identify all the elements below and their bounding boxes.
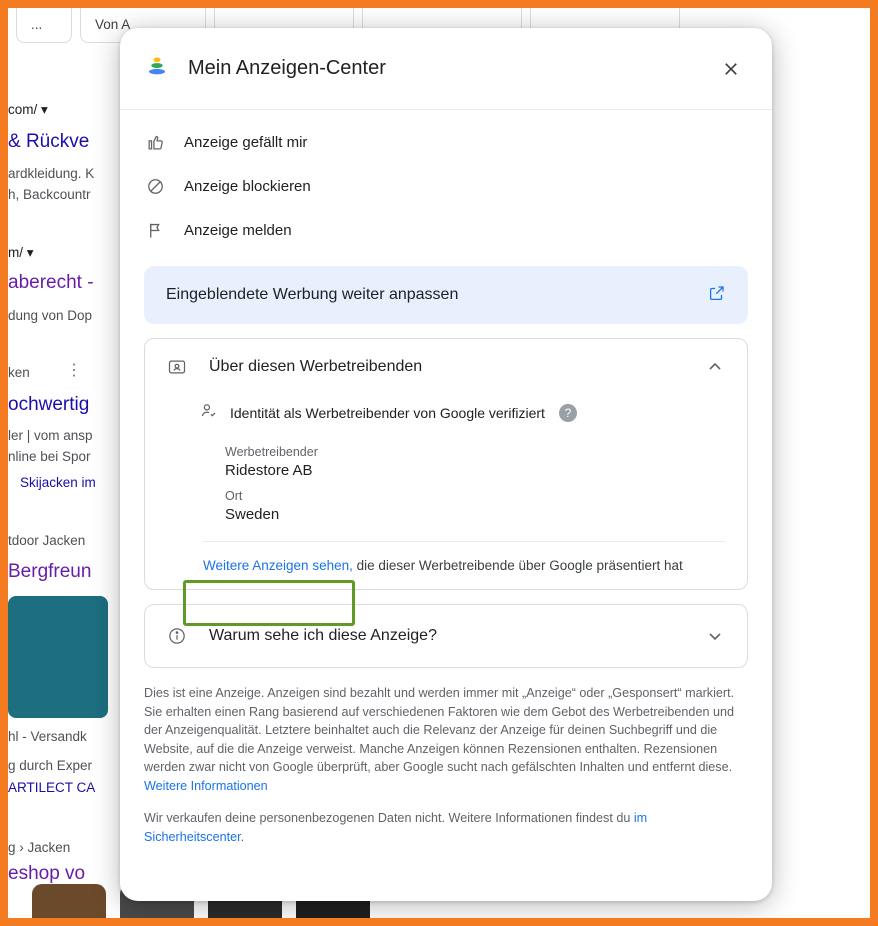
why-this-ad-title: Warum sehe ich diese Anzeige? bbox=[209, 627, 437, 644]
result-description: ler | vom ansp bbox=[8, 428, 93, 443]
result-description: g durch Exper bbox=[8, 758, 93, 773]
block-ad-button[interactable] bbox=[144, 164, 748, 208]
verified-person-icon bbox=[199, 401, 218, 425]
result-label: ken bbox=[8, 365, 30, 380]
result-description: dung von Dop bbox=[8, 308, 93, 323]
why-this-ad-header[interactable] bbox=[145, 605, 747, 667]
chevron-up-icon[interactable] bbox=[705, 357, 725, 377]
close-icon bbox=[721, 59, 741, 79]
location-field-value: Sweden bbox=[225, 506, 280, 523]
filter-chip[interactable]: Von A bbox=[80, 8, 206, 43]
result-title[interactable]: ochwertig bbox=[8, 394, 90, 415]
open-in-new-icon bbox=[708, 284, 726, 307]
verified-label: Identität als Werbetreibender von Google verifiziert bbox=[230, 405, 545, 421]
block-icon bbox=[146, 177, 172, 196]
result-description: h, Backcountr bbox=[8, 187, 91, 202]
more-ads-row bbox=[167, 542, 725, 575]
result-title[interactable]: eshop vo bbox=[8, 863, 86, 884]
result-url[interactable]: m/ ▾ bbox=[8, 245, 34, 260]
my-ad-center-dialog bbox=[120, 28, 772, 901]
advertiser-field-value: Ridestore AB bbox=[225, 462, 313, 479]
block-ad-label: Anzeige blockieren bbox=[184, 177, 311, 195]
result-description: hl - Versandk bbox=[8, 729, 87, 744]
customize-ads-label: Eingeblendete Werbung weiter anpassen bbox=[166, 286, 459, 303]
customize-ads-button[interactable] bbox=[144, 266, 748, 324]
contact-card-icon bbox=[167, 357, 191, 377]
chevron-down-icon[interactable] bbox=[705, 626, 725, 646]
legal-paragraph-2 bbox=[144, 809, 748, 846]
browser-viewport bbox=[8, 8, 870, 918]
verified-row bbox=[167, 395, 725, 435]
dialog-title: Mein Anzeigen-Center bbox=[188, 57, 386, 79]
thumbs-up-icon bbox=[146, 133, 172, 152]
product-thumbnail[interactable] bbox=[32, 884, 106, 918]
about-advertiser-body bbox=[145, 395, 747, 589]
result-sitelink[interactable]: Skijacken im bbox=[20, 475, 96, 490]
advertiser-field bbox=[167, 445, 725, 479]
filter-chip[interactable]: ... bbox=[16, 8, 72, 43]
about-advertiser-header[interactable] bbox=[145, 339, 747, 395]
location-field-label: Ort bbox=[225, 489, 243, 503]
more-options-icon[interactable]: ⋮ bbox=[66, 362, 82, 379]
breadcrumb: g › Jacken bbox=[8, 840, 71, 855]
result-sitelink[interactable]: ARTILECT CA bbox=[8, 780, 96, 795]
legal-paragraph-1 bbox=[144, 684, 748, 795]
product-image[interactable] bbox=[8, 596, 108, 718]
safety-center-link[interactable]: im Sicherheitscenter bbox=[144, 811, 648, 844]
result-title[interactable]: & Rückve bbox=[8, 131, 90, 152]
legal-text bbox=[120, 668, 772, 846]
advertiser-field-label: Werbetreibender bbox=[225, 445, 318, 459]
dialog-body bbox=[120, 110, 772, 668]
legal-p1-text: Dies ist eine Anzeige. Anzeigen sind bezahlt und werden immer mit „Anzeige“ oder „Gesponsert“ markiert. Sie erhalten einen Rang basierend auf verschiedenen Faktoren wie dem Gebot des Werbetreibenden und der Anzeigenqualität. Letztere beinhaltet auch die Relevanz der Anzeige für deinen Suchbegriff und die Website, auf die die Anzeige verweist. Manche Anzeigen können Rezensionen enthalten. Rezensionen werden zwar nicht von Google überprüft, aber Google sucht nach gefälschten Inhalten und entfernt diese. bbox=[144, 686, 735, 774]
about-advertiser-section bbox=[144, 338, 748, 590]
result-title[interactable]: aberecht - bbox=[8, 272, 94, 293]
result-title[interactable]: Bergfreun bbox=[8, 561, 92, 582]
result-description: ardkleidung. K bbox=[8, 166, 95, 181]
see-more-ads-link[interactable]: Weitere Anzeigen sehen, bbox=[203, 558, 353, 573]
report-ad-button[interactable] bbox=[144, 208, 748, 252]
info-icon bbox=[167, 626, 191, 646]
about-advertiser-title: Über diesen Werbetreibenden bbox=[209, 358, 423, 375]
location-field bbox=[167, 489, 725, 523]
result-url[interactable]: com/ ▾ bbox=[8, 102, 48, 117]
result-label: tdoor Jacken bbox=[8, 533, 86, 548]
result-description: nline bei Spor bbox=[8, 449, 91, 464]
like-ad-button[interactable] bbox=[144, 120, 748, 164]
why-this-ad-section bbox=[144, 604, 748, 668]
flag-icon bbox=[146, 221, 172, 240]
help-icon[interactable]: ? bbox=[559, 404, 577, 422]
see-more-ads-rest: die dieser Werbetreibende über Google präsentiert hat bbox=[352, 558, 683, 573]
more-info-link[interactable]: Weitere Informationen bbox=[144, 778, 268, 793]
close-button[interactable] bbox=[714, 52, 748, 86]
dialog-header bbox=[120, 28, 772, 110]
report-ad-label: Anzeige melden bbox=[184, 221, 292, 239]
legal-p2-end: . bbox=[240, 829, 245, 844]
legal-p2-text: Wir verkaufen deine personenbezogenen Daten nicht. Weitere Informationen findest du bbox=[144, 811, 634, 825]
ad-center-logo-icon bbox=[144, 53, 170, 84]
like-ad-label: Anzeige gefällt mir bbox=[184, 133, 308, 151]
